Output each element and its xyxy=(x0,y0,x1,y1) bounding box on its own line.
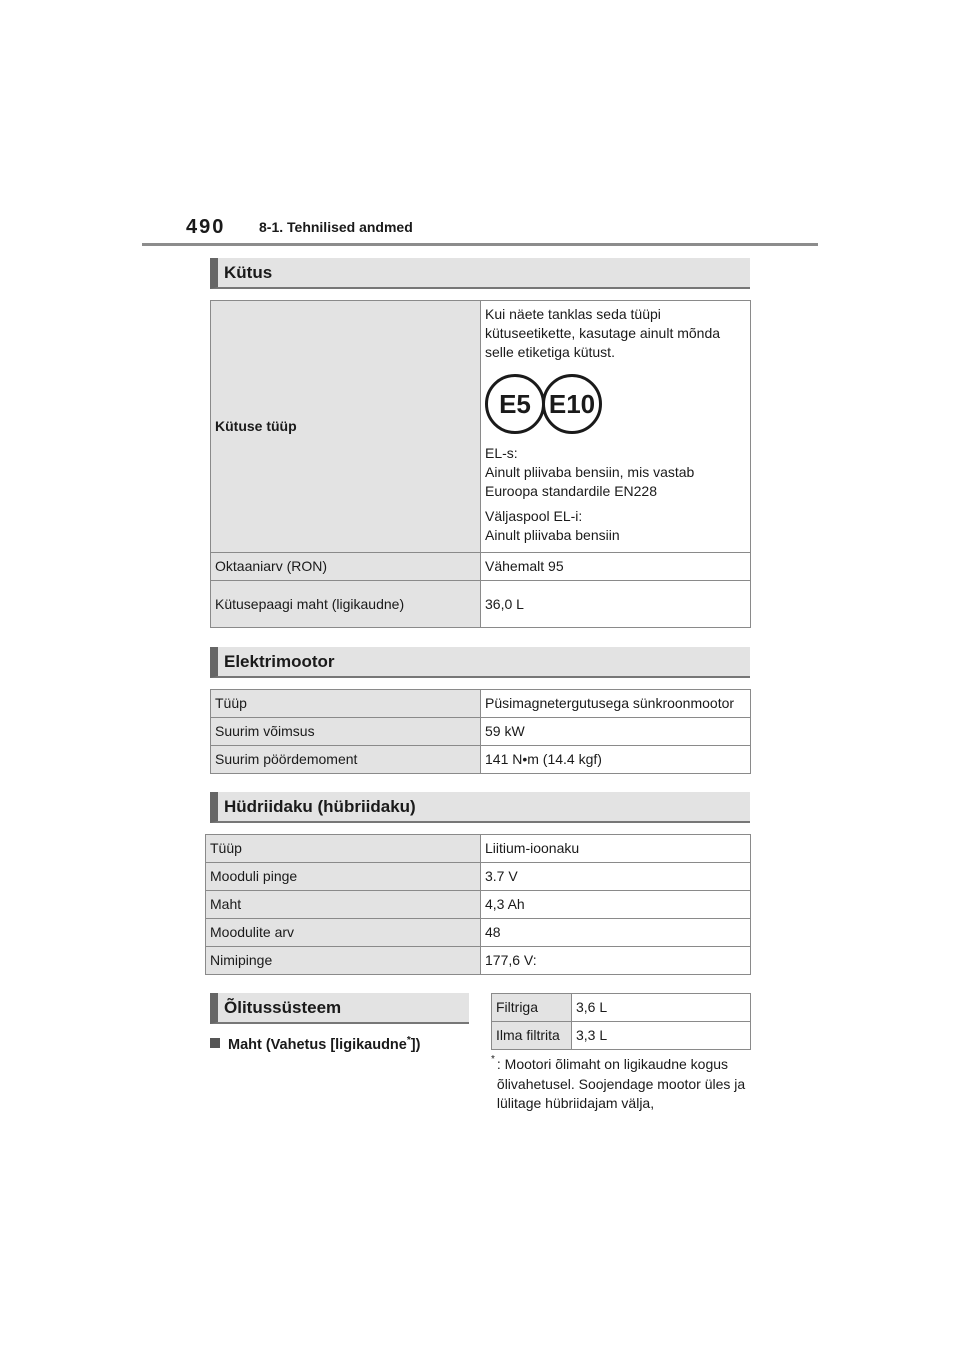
fuel-type-label: Kütuse tüüp xyxy=(211,301,481,553)
row-value: 177,6 V: xyxy=(481,947,751,975)
capacity-heading-text: Maht (Vahetus [ligikaudne xyxy=(228,1036,407,1053)
eu-heading: EL-s: xyxy=(485,445,518,461)
row-value: Püsimagnetergutusega sünkroonmootor xyxy=(481,690,751,718)
fuel-intro: Kui näete tanklas seda tüüpi kütuseetikette, kasutage ainult mõnda selle etiketiga kütust. xyxy=(485,306,721,360)
e5-fuel-label-icon: E5 xyxy=(485,374,545,434)
row-label: Oktaaniarv (RON) xyxy=(211,553,481,581)
row-value: 48 xyxy=(481,919,751,947)
row-value: 3,3 L xyxy=(572,1022,751,1050)
row-label: Moodulite arv xyxy=(206,919,481,947)
footnote-marker: * xyxy=(491,1054,495,1065)
page-number: 490 xyxy=(186,216,226,238)
section-title: Õlitussüsteem xyxy=(224,997,342,1017)
section-title: Elektrimootor xyxy=(224,651,335,671)
row-value: 36,0 L xyxy=(481,581,751,628)
table-row xyxy=(211,581,751,628)
row-label: Nimipinge xyxy=(206,947,481,975)
section-heading-lubrication xyxy=(210,993,469,1024)
table-row xyxy=(211,553,751,581)
row-label: Mooduli pinge xyxy=(206,863,481,891)
row-label: Suurim võimsus xyxy=(211,718,481,746)
section-title: Hüdriidaku (hübriidaku) xyxy=(224,796,416,816)
table-row xyxy=(211,746,751,774)
fuel-type-value xyxy=(481,301,751,553)
outside-eu-heading: Väljaspool EL-i: xyxy=(485,508,583,524)
oil-capacity-table xyxy=(491,993,751,1050)
section-heading-fuel xyxy=(210,258,750,289)
row-label: Maht xyxy=(206,891,481,919)
row-value: 141 N•m (14.4 kgf) xyxy=(481,746,751,774)
row-value: Liitium-ioonaku xyxy=(481,835,751,863)
row-label: Filtriga xyxy=(492,994,572,1022)
outside-eu-text: Ainult pliivaba bensiin xyxy=(485,527,620,543)
table-row xyxy=(492,1022,751,1050)
battery-table xyxy=(205,834,751,975)
motor-table xyxy=(210,689,751,774)
row-label: Ilma filtrita xyxy=(492,1022,572,1050)
row-value: 3,6 L xyxy=(572,994,751,1022)
section-heading-battery xyxy=(210,792,750,823)
chapter-title: 8-1. Tehnilised andmed xyxy=(259,219,413,235)
table-row xyxy=(206,835,751,863)
fuel-table xyxy=(210,300,751,628)
footnote-text: : Mootori õlimaht on ligikaudne kogus õlivahetusel. Soojendage mootor üles ja lülitage hübriidajam välja, xyxy=(496,1056,746,1111)
e10-fuel-label-icon: E10 xyxy=(542,374,602,434)
bullet-square-icon xyxy=(210,1038,220,1048)
table-row xyxy=(211,718,751,746)
capacity-heading-suffix: ]) xyxy=(410,1036,421,1053)
footnote-marker: * xyxy=(406,1035,411,1046)
row-label: Tüüp xyxy=(211,690,481,718)
header-divider xyxy=(142,243,818,246)
table-row xyxy=(492,994,751,1022)
row-label: Tüüp xyxy=(206,835,481,863)
table-row xyxy=(206,891,751,919)
footnote xyxy=(491,1055,751,1114)
row-value: 3.7 V xyxy=(481,863,751,891)
capacity-heading xyxy=(210,1035,420,1053)
row-label: Suurim pöördemoment xyxy=(211,746,481,774)
eu-text: Ainult pliivaba bensiin, mis vastab Euroopa standardile EN228 xyxy=(485,464,695,499)
fuel-labels xyxy=(485,374,746,434)
row-value: 59 kW xyxy=(481,718,751,746)
row-value: Vähemalt 95 xyxy=(481,553,751,581)
table-row xyxy=(206,919,751,947)
row-value: 4,3 Ah xyxy=(481,891,751,919)
table-row xyxy=(206,863,751,891)
section-title: Kütus xyxy=(224,262,273,282)
table-row xyxy=(206,947,751,975)
table-row xyxy=(211,301,751,553)
table-row xyxy=(211,690,751,718)
row-label: Kütusepaagi maht (ligikaudne) xyxy=(211,581,481,628)
section-heading-motor xyxy=(210,647,750,678)
